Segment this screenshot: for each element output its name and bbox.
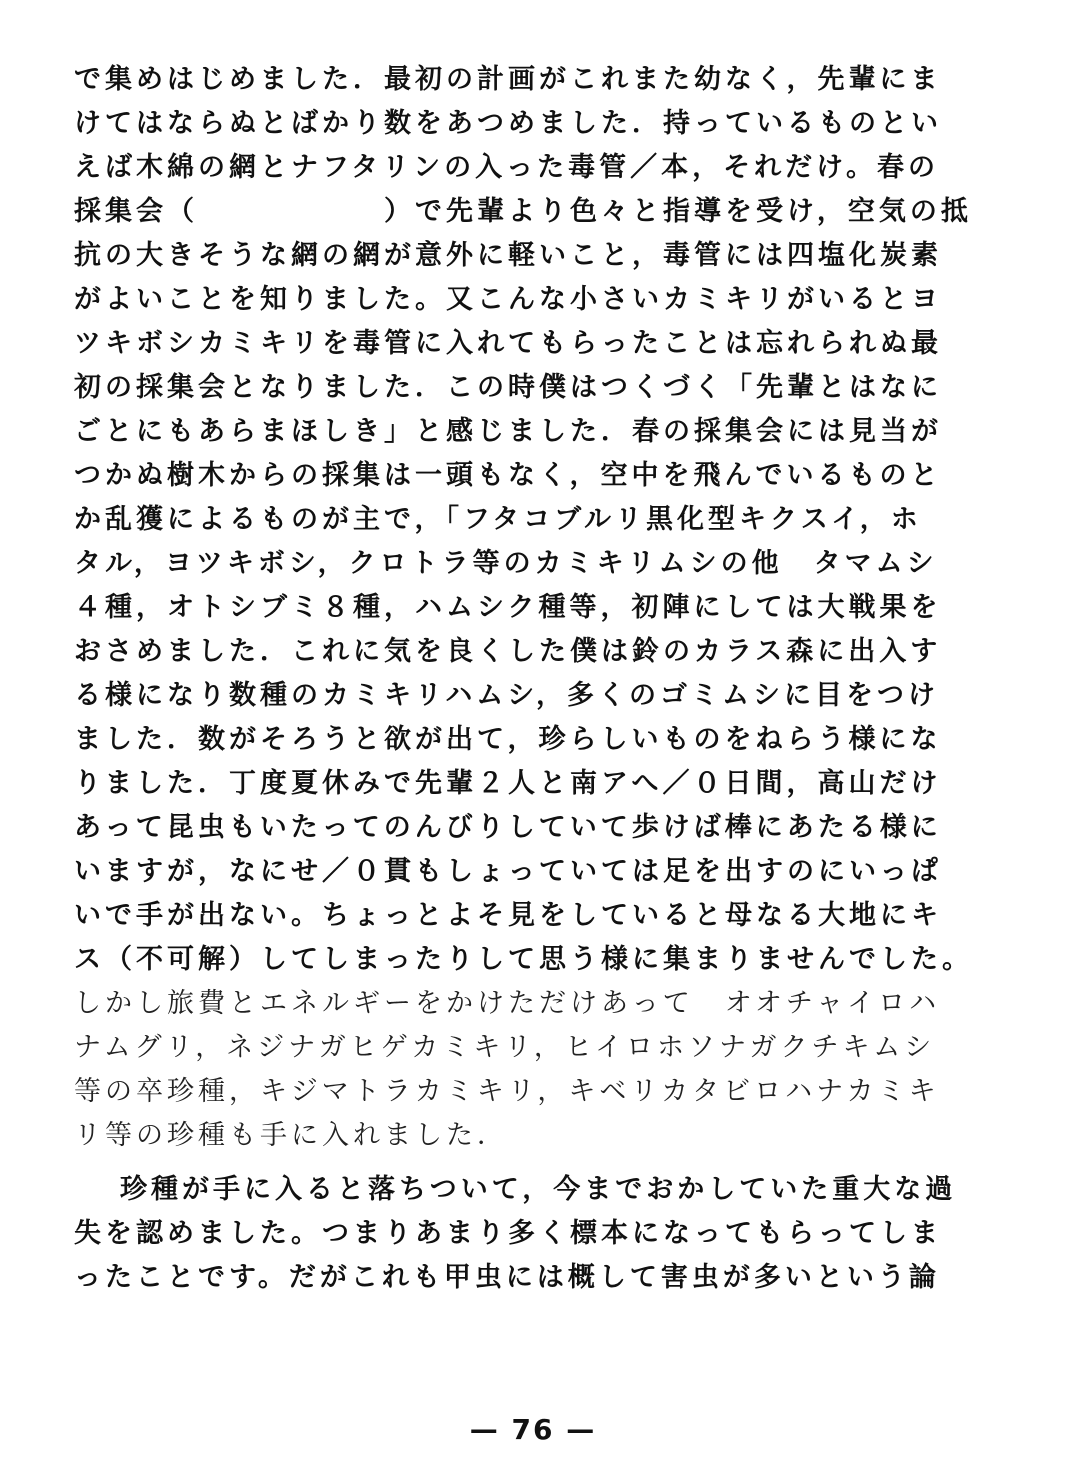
text-line: おさめました．これに気を良くした僕は鈴のカラス森に出入す [74,636,942,667]
text-line: る様になり数種のカミキリハムシ，多くのゴミムシに目をつけ [74,680,940,711]
text-line: 失を認めました。つまりあまり多く標本になってもらってしま [74,1218,942,1249]
text-line: ました．数がそろうと欲が出て，珍らしいものをねらう様にな [74,724,942,755]
text-line: がよいことを知りました。又こんな小さいカミキリがいるとヨ [74,284,942,315]
text-line: けてはならぬとばかり数をあつめました．持っているものとい [74,108,942,139]
text-line: ったことです。だがこれも甲虫には概して害虫が多いという論 [74,1262,940,1293]
text-line: つかぬ樹木からの採集は一頭もなく，空中を飛んでいるものと [74,460,942,491]
text-line: いますが，なにせ／０貫もしょっていては足を出すのにいっぱ [74,856,942,887]
text-line: ス（不可解）してしまったりして思う様に集まりませんでした。 [74,944,973,975]
paragraph-start-line: 珍種が手に入ると落ちついて，今までおかしていた重大な過 [120,1174,957,1205]
text-line: か乱獲によるものが主で，「フタコブルリ黒化型キクスイ，ホ [74,504,922,535]
text-line: えば木綿の網とナフタリンの入った毒管／本，それだけ。春の [74,152,940,183]
text-line: ナムグリ，ネジナガヒゲカミキリ，ヒイロホソナガクチキムシ [74,1032,936,1063]
text-line: リ等の珍種も手に入れました． [74,1120,508,1151]
page-number: — 76 — [469,1413,597,1446]
text-line: あって昆虫もいたってのんびりしていて歩けば棒にあたる様に [74,812,942,843]
text-line: いで手が出ない。ちょっとよそ見をしていると母なる大地にキ [74,900,942,931]
body-text [74,58,1014,1300]
text-line: 等の卒珍種，キジマトラカミキリ，キベリカタビロハナカミキ [74,1076,940,1107]
text-line: タル，ヨツキボシ，クロトラ等のカミキリムシの他 タマムシ [74,548,938,579]
text-line: ４種，オトシブミ８種，ハムシク種等，初陣にしては大戦果を [74,592,942,623]
text-line: 採集会（ ）で先輩より色々と指導を受け，空気の抵 [74,196,972,227]
text-line: 抗の大きそうな網の網が意外に軽いこと，毒管には四塩化炭素 [74,240,942,271]
text-line: しかし旅費とエネルギーをかけただけあって オオチャイロハ [74,988,941,1019]
text-line: ツキボシカミキリを毒管に入れてもらったことは忘れられぬ最 [74,328,942,359]
text-line: で集めはじめました．最初の計画がこれまた幼なく，先輩にま [74,64,942,95]
text-line: りました．丁度夏休みで先輩２人と南アへ／０日間，高山だけ [74,768,942,799]
text-line: ごとにもあらまほしき」と感じました．春の採集会には見当が [74,416,942,447]
text-line: 初の採集会となりました．この時僕はつくづく「先輩とはなに [74,372,942,403]
